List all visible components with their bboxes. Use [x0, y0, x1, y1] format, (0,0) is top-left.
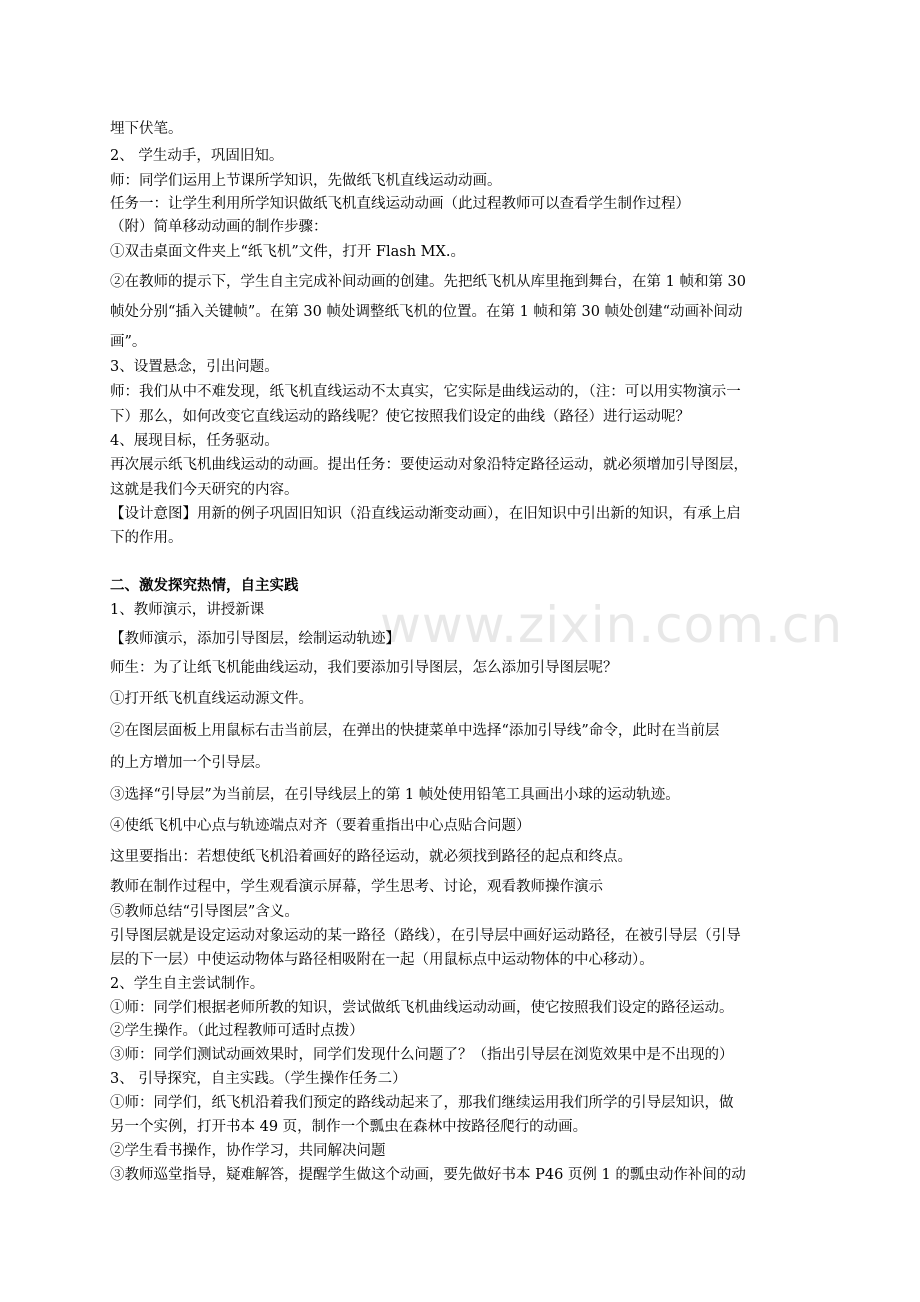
text-line: 层的下一层）中使运动物体与路径相吸附在一起（用鼠标点中运动物体的中心移动）。: [110, 952, 654, 968]
text-line: ①师：同学们根据老师所教的知识，尝试做纸飞机曲线运动动画，使它按照我们设定的路径运动。: [110, 1000, 734, 1016]
text-line: ⑤教师总结“引导图层”含义。: [110, 904, 299, 920]
text-line: ④使纸飞机中心点与轨迹端点对齐（要着重指出中心点贴合问题）: [110, 818, 531, 834]
text-line: ③师：同学们测试动画效果时，同学们发现什么问题了？（指出引导层在浏览效果中是不出现的）: [110, 1047, 734, 1063]
text-line: 3、 引导探究，自主实践。（学生操作任务二）: [110, 1071, 407, 1087]
text-line: 师：同学们运用上节课所学知识，先做纸飞机直线运动动画。: [110, 173, 502, 189]
text-line: 下的作用。: [110, 530, 183, 546]
text-line: 埋下伏笔。: [110, 121, 183, 137]
text-line: ②在图层面板上用鼠标右击当前层，在弹出的快捷菜单中选择“添加引导线”命令，此时在当前层: [110, 723, 720, 739]
text-line: 再次展示纸飞机曲线运动的动画。提出任务：要使运动对象沿特定路径运动，就必须增加引导图层，: [110, 457, 748, 473]
section-heading: 二、激发探究热情，自主实践: [110, 577, 299, 594]
text-line: 1、教师演示，讲授新课: [110, 602, 265, 618]
text-line: ①打开纸飞机直线运动源文件。: [110, 691, 313, 707]
watermark: www.zixin.com.cn: [380, 596, 844, 654]
text-line: 下）那么，如何改变它直线运动的路线呢？使它按照我们设定的曲线（路径）进行运动呢？: [110, 409, 690, 425]
text-line: 【教师演示，添加引导图层，绘制运动轨迹】: [110, 631, 400, 647]
text-line: 的上方增加一个引导层。: [110, 755, 270, 771]
text-line: ②学生操作。（此过程教师可适时点拨）: [110, 1023, 364, 1039]
text-line: 4、展现目标，任务驱动。: [110, 433, 279, 449]
text-line: 【设计意图】用新的例子巩固旧知识（沿直线运动渐变动画），在旧知识中引出新的知识，有承上启: [110, 506, 741, 522]
text-line: 任务一：让学生利用所学知识做纸飞机直线运动动画（此过程教师可以查看学生制作过程）: [110, 196, 690, 212]
text-line: ①双击桌面文件夹上“纸飞机”文件，打开 Flash MX.。: [110, 244, 465, 260]
text-line: ②学生看书操作，协作学习，共同解决问题: [110, 1143, 386, 1159]
text-line: 2、学生自主尝试制作。: [110, 976, 265, 992]
text-line: 引导图层就是设定运动对象运动的某一路径（路线），在引导层中画好运动路径，在被引导层（引导: [110, 928, 741, 944]
text-line: ①师：同学们，纸飞机沿着我们预定的路线动起来了，那我们继续运用我们所学的引导层知识，做: [110, 1095, 734, 1111]
text-line: 教师在制作过程中，学生观看演示屏幕，学生思考、讨论，观看教师操作演示: [110, 879, 603, 895]
text-line: 另一个实例，打开书本 49 页，制作一个瓢虫在森林中按路径爬行的动画。: [110, 1119, 588, 1135]
text-line: 2、 学生动手，巩固旧知。: [110, 148, 284, 164]
text-line: 师：我们从中不难发现，纸飞机直线运动不太真实，它实际是曲线运动的，（注：可以用实物演示一: [110, 384, 741, 400]
text-line: 这就是我们今天研究的内容。: [110, 482, 299, 498]
text-line: 画”。: [110, 334, 147, 350]
text-line: 这里要指出：若想使纸飞机沿着画好的路径运动，就必须找到路径的起点和终点。: [110, 849, 632, 865]
text-line: （附）简单移动动画的制作步骤：: [110, 219, 328, 235]
text-line: ③选择“引导层”为当前层，在引导线层上的第 1 帧处使用铅笔工具画出小球的运动轨迹。: [110, 787, 680, 803]
text-line: ③教师巡堂指导，疑难解答，提醒学生做这个动画，要先做好书本 P46 页例 1 的瓢虫动作补间的动: [110, 1167, 746, 1183]
text-line: ②在教师的提示下，学生自主完成补间动画的创建。先把纸飞机从库里拖到舞台，在第 1 帧和第 30: [110, 274, 746, 290]
text-line: 3、设置悬念，引出问题。: [110, 359, 279, 375]
text-line: 帧处分别“插入关键帧”。在第 30 帧处调整纸飞机的位置。在第 1 帧和第 30 帧处创建“动画补间动: [110, 304, 743, 320]
text-line: 师生：为了让纸飞机能曲线运动，我们要添加引导图层，怎么添加引导图层呢？: [110, 660, 618, 676]
